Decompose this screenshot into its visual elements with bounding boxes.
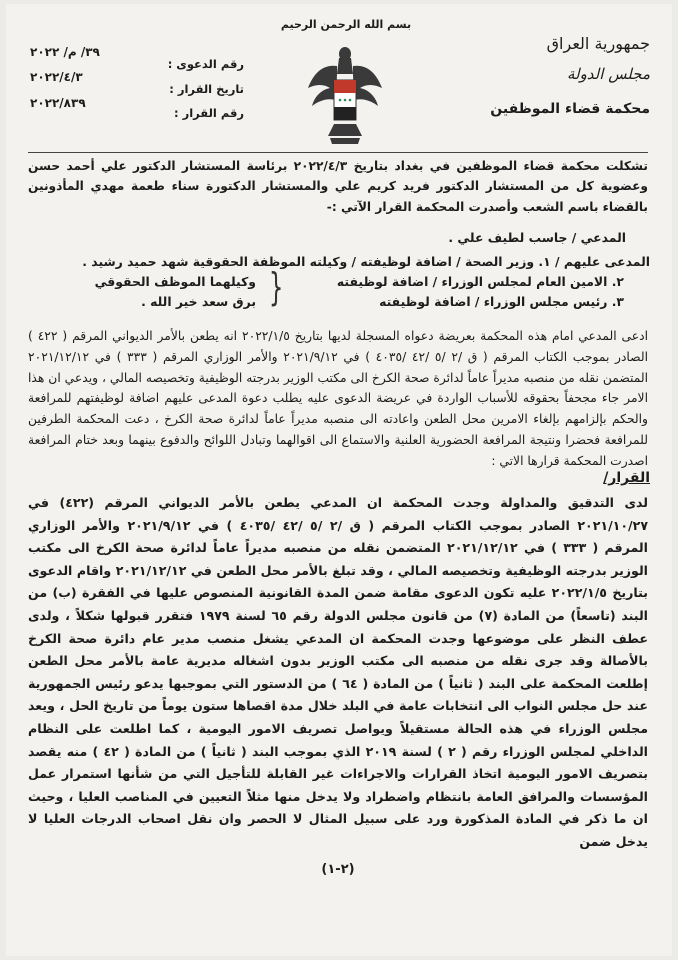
decision-number-label: رقم القرار : — [173, 106, 244, 120]
defendant-3-line: ٣. رئيس مجلس الوزراء / اضافة لوظيفته — [379, 294, 624, 309]
claim-paragraph: ادعى المدعي امام هذه المحكمة بعريضة دعواه المسجلة لديها بتاريخ ٢٠٢٢/١/٥ انه يطعن بالأمر الديواني المرقم ( ٤٢٢ ) الصادر بموجب الكتاب المرقم ( ق /٢ /٥ /٤٢ /٤٠٣٥ ) في ٢٠٢١/٩/١٢ والأمر الوزاري المرقم ( ٣٣٣ ) في ٢٠٢١/١٢/١٢ المتضمن نقله من منصبه مديراً عاماً لدائرة صحة الكرخ الى مكتب الوزير بدرجته الوظيفية وتخصيصه المالي ، ويدعي ان هذا الامر جاء مجحفاً بحقوقه للأسباب الواردة في عريضة الدعوى عليه يطلب دعوة المدعى عليهم اضافة لوظيفتهم للمرافعة والحكم بإلزامهم بإلغاء الامرين محل الطعن واعادته الى منصبه مديراً عاماً لدائرة صحة الكرخ ، دعت المحكمة الطرفين للمرافعة فحضرا ونتيجة المرافعة الحضورية العلنية والاستماع الى اقوالهما وتبادل اللوائح والدفوع بينهما وبعد ختام المرافعة اصدرت المحكمة قرارها الاتي : — [28, 329, 649, 468]
decision-date-value: ٢٠٢٢/٤/٣ — [30, 70, 83, 84]
republic-title: جمهورية العراق — [546, 34, 650, 53]
case-number-label: رقم الدعوى : — [167, 57, 244, 71]
decision-number-value: ٢٠٢٢/٨٣٩ — [30, 96, 86, 110]
agent-line-1: وكيلهما الموظف الحقوقي — [94, 274, 256, 289]
iraq-eagle-emblem-icon — [306, 44, 384, 148]
document-page — [6, 4, 672, 956]
defendants-label: المدعى عليهم / — [555, 254, 650, 269]
case-number-value: ٣٩/ م/ ٢٠٢٢ — [30, 45, 100, 59]
header-divider — [28, 152, 648, 153]
decision-date-label: تاريخ القرار : — [169, 82, 244, 96]
basmala: بسم الله الرحمن الرحيم — [280, 18, 412, 31]
state-council-title: مجلس الدولة — [566, 65, 650, 83]
plaintiff-line: المدعي / جاسب لطيف علي . — [448, 230, 626, 245]
page-number: (٢-١) — [321, 862, 355, 877]
decision-paragraph: لدى التدقيق والمداولة وجدت المحكمة ان المدعي يطعن بالأمر الديواني المرقم (٤٢٢) في ٢٠٢١/١٠/٢٧ الصادر بموجب الكتاب المرقم ( ق /٢ /٥ /٤٢ /٤٠٣٥ ) في ٢٠٢١/٩/١٢ والأمر الوزاري المرقم ( ٣٣٣ ) في ٢٠٢١/١٢/١٢ المتضمن نقله من منصبه مديراً عاماً لدائرة صحة الكرخ الى مكتب الوزير بدرجته الوظيفية وتخصيصه المالي ، وقد تبلغ بالأمر محل الطعن في ٢٠٢١/١٢/١٢ واقام الدعوى بتاريخ ٢٠٢٢/١/٥ عليه تكون الدعوى مقامة ضمن المدة القانونية المنصوص عليها في الفقرة (ب) من البند (تاسعاً) من المادة (٧) من قانون مجلس الدولة رقم ٦٥ لسنة ١٩٧٩ فتقرر قبولها شكلاً ، ولدى عطف النظر على موضوعها وجدت المحكمة ان المدعي يشغل منصب مدير عام دائرة صحة الكرخ بالأصالة وقد جرى نقله من منصبه الى مكتب الوزير بدون اشغاله مديرية عامة بالأمر محل الطعن إطلعت المحكمة على البند ( ثانياً ) من المادة ( ٦٤ ) من الدستور التي بموجبها يدعو رئيس الجمهورية عند حل مجلس النواب الى انتخابات عامة في البلد خلال مدة اقصاها ستون يوماً من تاريخ الحل ، ويعد مجلس الوزراء في هذه الحالة مستقيلاً ويواصل تصريف الامور اليومية ، كما اطلعت على النظام الداخلي لمجلس الوزراء رقم ( ٢ ) لسنة ٢٠١٩ الذي بموجب البند ( ثانياً ) من المادة ( ٤٢ ) منه يقصد بتصريف الامور اليومية اتخاذ القرارات والاجراءات غير القابلة للتأجيل التي من شأنها استمرار عمل المؤسسات والمرافق العامة بانتظام واضطراد ولا يدخل منها مثلاً التعيين في المناصب العليا ، وحيث ان ما ذكر في المادة المذكورة ورد على سبيل المثال لا الحصر وان نقل اصحاب الدرجات العليا لا يدخل ضمن — [28, 495, 649, 849]
court-name: محكمة قضاء الموظفين — [490, 101, 650, 117]
defendant-1-line — [82, 254, 650, 269]
decision-title: القرار/ — [603, 470, 650, 486]
court-formation-paragraph: تشكلت محكمة قضاء الموظفين في بغداد بتاريخ ٢٠٢٢/٤/٣ برئاسة المستشار الدكتور علي أحمد حسن وعضوية كل من المستشار الدكتور فريد كريم علي والمستشار الدكتورة سناء طعمة مهدي المأذونين بالقضاء باسم الشعب وأصدرت المحكمة القرار الآتي :- — [28, 159, 648, 214]
agent-line-2: برق سعد خير الله . — [141, 294, 256, 309]
defendant-2-line: ٢. الامين العام لمجلس الوزراء / اضافة لوظيفته — [336, 274, 624, 289]
defendant-1: ١. وزير الصحة / اضافة لوظيفته / وكيلته الموظفة الحقوقية شهد حميد رشيد . — [82, 254, 551, 269]
grouping-brace: } — [268, 265, 284, 309]
